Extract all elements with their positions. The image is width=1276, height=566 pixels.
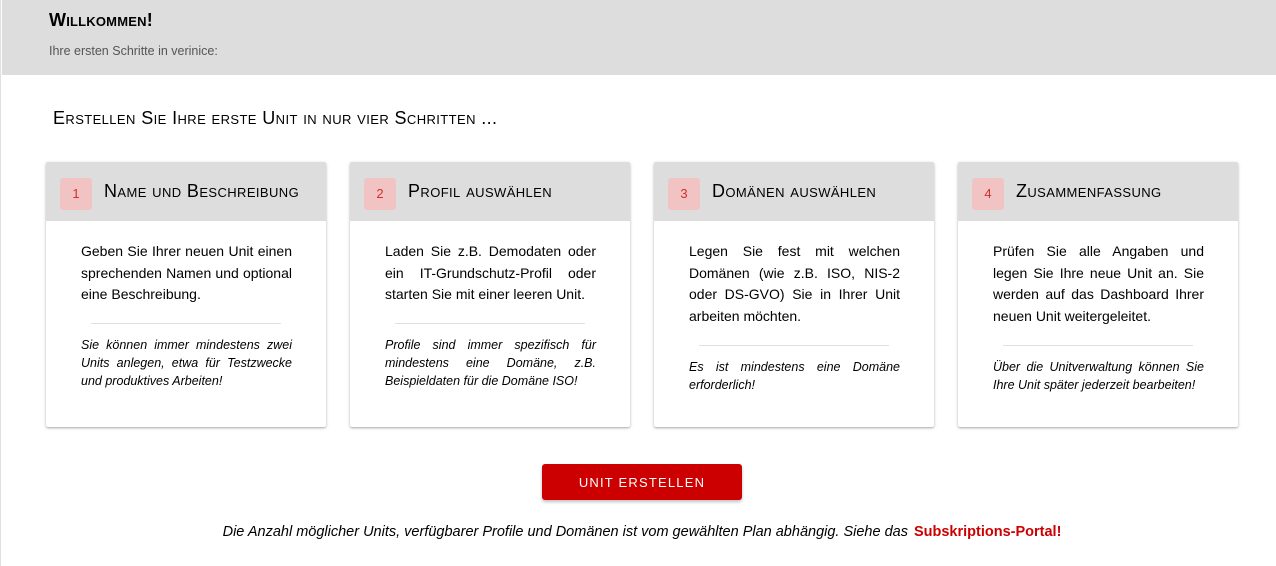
step-note: Über die Unitverwaltung können Sie Ihre Unit später jederzeit bearbeiten! [993, 360, 1204, 392]
step-note: Es ist mindestens eine Domäne erforderlich! [689, 360, 900, 392]
step-card-3 [654, 162, 934, 427]
step-divider [395, 323, 585, 324]
welcome-title: Willkommen! [49, 10, 153, 30]
step-description: Geben Sie Ihrer neuen Unit einen sprechenden Namen und optional eine Beschreibung. [81, 243, 292, 303]
step-description: Legen Sie fest mit welchen Domänen (wie z.B. ISO, NIS-2 oder DS-GVO) Sie in Ihrer Unit arbeiten möchten. [689, 243, 900, 325]
step-title: Name und Beschreibung [104, 181, 300, 201]
step-note: Profile sind immer spezifisch für mindestens eine Domäne, z.B. Beispieldaten für die Domäne ISO! [385, 338, 596, 388]
plan-info-text: Die Anzahl möglicher Units, verfügbarer Profile und Domänen ist vom gewählten Plan abhängig. Siehe das [222, 524, 908, 540]
step-card-header [350, 162, 630, 221]
step-number-badge: 2 [364, 178, 396, 210]
step-card-2 [350, 162, 630, 427]
step-description: Laden Sie z.B. Demodaten oder ein IT-Grundschutz-Profil oder starten Sie mit einer leeren Unit. [385, 243, 596, 303]
step-divider [1003, 345, 1193, 346]
step-number-badge: 4 [972, 178, 1004, 210]
welcome-header [2, 0, 1276, 75]
plan-info-footer [1, 524, 1276, 540]
step-card-header [46, 162, 326, 221]
step-note: Sie können immer mindestens zwei Units anlegen, etwa für Testzwecke und produktives Arbeiten! [81, 338, 292, 388]
subscription-portal-link[interactable]: Subskriptions-Portal! [913, 524, 1062, 540]
step-card-header [654, 162, 934, 221]
step-title: Profil auswählen [408, 181, 553, 201]
create-unit-button[interactable]: UNIT ERSTELLEN [542, 464, 742, 500]
step-card-header [958, 162, 1238, 221]
step-title: Zusammenfassung [1016, 181, 1162, 201]
step-divider [699, 345, 889, 346]
steps-heading: Erstellen Sie Ihre erste Unit in nur vier Schritten ... [53, 108, 498, 128]
step-divider [91, 323, 281, 324]
step-description: Prüfen Sie alle Angaben und legen Sie Ihre neue Unit an. Sie werden auf das Dashboard Ihrer neuen Unit weitergeleitet. [993, 243, 1204, 325]
welcome-subtitle: Ihre ersten Schritte in verinice: [49, 44, 218, 58]
step-card-4 [958, 162, 1238, 427]
step-number-badge: 1 [60, 178, 92, 210]
step-card-1 [46, 162, 326, 427]
step-title: Domänen auswählen [712, 181, 877, 201]
step-number-badge: 3 [668, 178, 700, 210]
